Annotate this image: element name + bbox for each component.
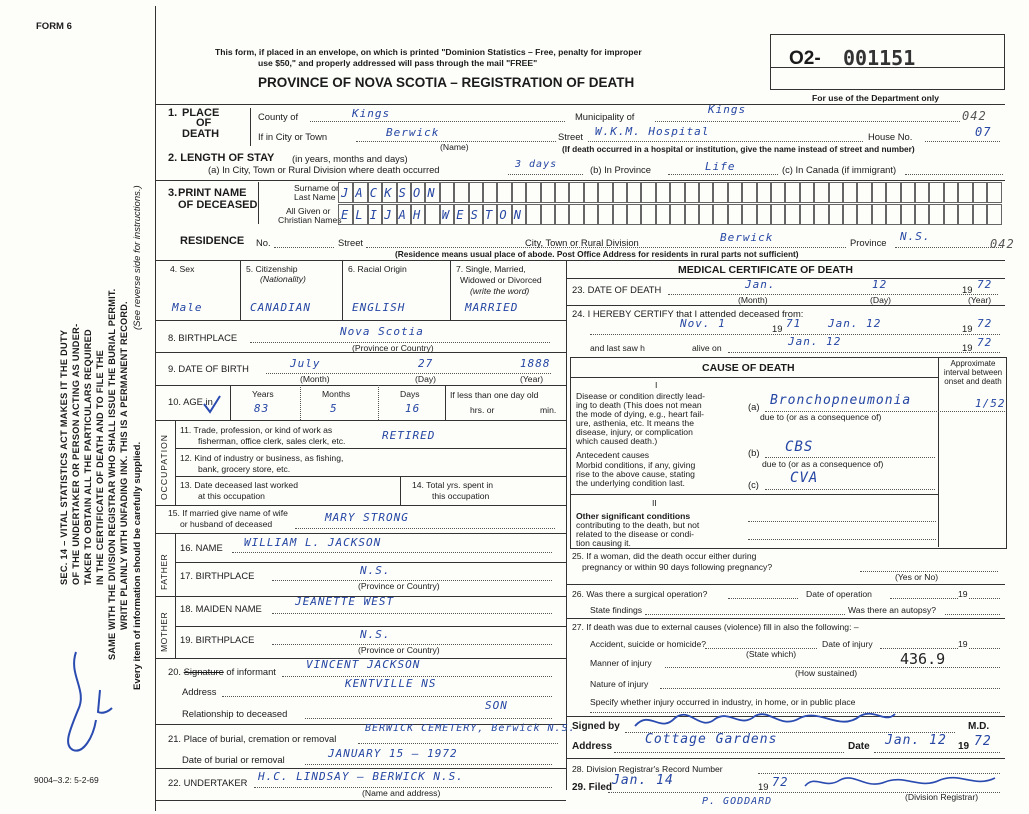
hrs-label: hrs. or xyxy=(470,405,495,415)
accident-label: Accident, suicide or homicide? xyxy=(590,639,707,649)
name-label-2: OF DECEASED xyxy=(178,199,258,211)
address-label: Address xyxy=(572,741,613,752)
given-letter: A xyxy=(398,208,407,222)
page-title: PROVINCE OF NOVA SCOTIA – REGISTRATION OF DEATH xyxy=(258,75,635,90)
place-label-3: DEATH xyxy=(182,128,220,140)
dob-year: 1888 xyxy=(520,357,551,370)
stay-suffix: (in years, months and days) xyxy=(292,153,408,164)
physician-address: Cottage Gardens xyxy=(645,732,778,747)
record-number-label: 28. Division Registrar's Record Number xyxy=(572,764,723,774)
burial-date-value: JANUARY 15 – 1972 xyxy=(328,747,458,760)
side-line-2: OF THE UNDERTAKER OR PERSON ACTING AS UNDER- xyxy=(71,323,81,585)
street-value: W.K.M. Hospital xyxy=(595,125,710,138)
racial-value: ENGLISH xyxy=(352,301,406,314)
occ-13-label-2: at this occupation xyxy=(198,491,265,501)
name-letter-cell xyxy=(986,204,1002,225)
given-letter: S xyxy=(470,208,479,222)
last-seen-year-prefix: 19 xyxy=(962,342,973,353)
attend-from-year-prefix: 19 xyxy=(772,323,783,334)
death-year: 72 xyxy=(977,278,993,291)
informant-struck-word: Signature xyxy=(183,666,224,677)
stay-a-label: (a) In City, Town or Rural Division where death occurred xyxy=(208,164,440,175)
occ-11-label-2: fisherman, office clerk, sales clerk, etc. xyxy=(198,436,346,446)
residence-code: 042 xyxy=(990,237,1015,251)
injury-date-label: Date of injury xyxy=(822,639,873,649)
due-to-label-1: due to (or as a consequence of) xyxy=(760,412,882,422)
marital-label-1: 7. Single, Married, xyxy=(456,264,526,274)
q27-label: 27. If death was due to external causes (violence) fill in also the following: – xyxy=(572,622,859,632)
attend-to-year-prefix: 19 xyxy=(962,323,973,334)
spouse-label-2: or husband of deceased xyxy=(180,519,273,529)
antecedent-3: rise to the above cause, stating xyxy=(576,469,695,479)
filed-date: Jan. 14 xyxy=(612,773,674,788)
reg-prefix: O2- xyxy=(789,48,821,69)
given-label-2: Christian Names xyxy=(278,215,342,225)
place-label-2: OF xyxy=(196,117,212,129)
months-value: 5 xyxy=(330,402,338,415)
informant-relationship: SON xyxy=(485,699,508,712)
mother-side-label: MOTHER xyxy=(159,611,169,652)
mother-bp-sublabel: (Province or Country) xyxy=(358,645,440,655)
state-findings-label: State findings xyxy=(590,605,643,615)
given-letter: I xyxy=(369,208,379,222)
q26-label: 26. Was there a surgical operation? xyxy=(572,589,708,599)
cert-year-prefix: 19 xyxy=(958,741,970,752)
registrar-signature xyxy=(800,770,1000,794)
cause-b-value: CBS xyxy=(785,439,814,455)
father-name-label: 16. NAME xyxy=(180,542,223,553)
md-label: M.D. xyxy=(968,721,990,732)
reg-number: 001151 xyxy=(843,46,916,70)
side-line-5: SAME WITH THE DIVISION REGISTRAR WHO SHALL ISSUE THE BURIAL PERMIT. xyxy=(107,288,117,660)
side-every-item: Every item of information should be carefully supplied. xyxy=(132,441,143,690)
disease-desc-2: ing to death (This does not mean xyxy=(576,400,702,410)
attend-to: Jan. 12 xyxy=(828,317,882,330)
state-which-sublabel: (State which) xyxy=(746,649,797,659)
attend-from: Nov. 1 xyxy=(680,317,726,330)
yes-no-sublabel: (Yes or No) xyxy=(895,572,939,582)
occ-14-label-1: 14. Total yrs. spent in xyxy=(412,480,494,490)
residence-city: Berwick xyxy=(720,231,774,244)
name-letter-cell xyxy=(986,182,1002,203)
surname-label-2: Last Name xyxy=(294,192,336,202)
informant-address: KENTVILLE NS xyxy=(345,677,437,690)
antecedent-4: the underlying condition last. xyxy=(576,478,685,488)
sex-value: Male xyxy=(172,301,203,314)
given-letter: E xyxy=(456,208,465,222)
mother-maiden-value: JEANETTE WEST xyxy=(295,595,395,608)
cause-c-label: (c) xyxy=(748,479,759,490)
where-label: Specify whether injury occurred in industry, in home, or in public place xyxy=(590,697,856,707)
father-bp-sublabel: (Province or Country) xyxy=(358,581,440,591)
filed-year-prefix: 19 xyxy=(758,781,769,792)
division-registrar-sublabel: (Division Registrar) xyxy=(905,792,979,802)
surname-label-1: Surname or xyxy=(294,183,339,193)
marital-label-2: Widowed or Divorced xyxy=(460,275,542,285)
notice-line-1: This form, if placed in an envelope, on which is printed "Dominion Statistics – Free, penalty for improper xyxy=(215,47,642,57)
death-year-prefix: 19 xyxy=(962,284,973,295)
form-label: FORM 6 xyxy=(36,21,72,32)
residence-prov: N.S. xyxy=(900,230,931,243)
filed-year: 72 xyxy=(772,775,789,789)
icd-code: 436.9 xyxy=(900,650,946,668)
operation-date-label: Date of operation xyxy=(806,589,872,599)
spouse-value: MARY STRONG xyxy=(325,511,409,524)
age-label: 10. AGE in xyxy=(168,396,213,407)
date-label: Date xyxy=(848,741,870,752)
informant-name: VINCENT JACKSON xyxy=(306,658,421,671)
form-code: 9004–3.2: 5-2-69 xyxy=(34,775,99,785)
father-birthplace-label: 17. BIRTHPLACE xyxy=(180,570,255,581)
stay-b-value: Life xyxy=(705,160,736,173)
birthplace-label: 8. BIRTHPLACE xyxy=(168,332,238,343)
months-label: Months xyxy=(322,389,351,399)
informant-label xyxy=(168,667,276,676)
side-line-3: TAKER TO OBTAIN ALL THE PARTICULARS REQUIRED xyxy=(83,329,93,585)
dob-day: 27 xyxy=(418,357,434,370)
cause-c-value: CVA xyxy=(790,470,819,486)
city-value: Berwick xyxy=(386,126,440,139)
name-num: 3. xyxy=(168,187,178,199)
q25-line-2: pregnancy or within 90 days following pregnancy? xyxy=(582,562,773,572)
days-value: 16 xyxy=(405,402,421,415)
occ-13-label-1: 13. Date deceased last worked xyxy=(180,480,298,490)
occ-11-label-1: 11. Trade, profession, or kind of work as xyxy=(180,425,333,435)
citizenship-value: CANADIAN xyxy=(250,301,311,314)
attend-from-year: 71 xyxy=(786,317,802,330)
place-num: 1. xyxy=(168,107,178,119)
antecedent-1: Antecedent causes xyxy=(576,450,650,460)
residence-label: RESIDENCE xyxy=(180,235,245,247)
disease-desc-4: ure, asthenia, etc. It means the xyxy=(576,418,694,428)
other-conditions-2: contributing to the death, but not xyxy=(576,520,700,530)
cause-a-value: Bronchopneumonia xyxy=(770,393,912,408)
given-letter: L xyxy=(355,208,364,222)
surname-letter: J xyxy=(341,186,350,200)
dob-month: July xyxy=(290,357,321,370)
check-mark xyxy=(202,394,222,416)
sex-label: 4. Sex xyxy=(170,264,195,274)
occ-14-label-2: this occupation xyxy=(432,491,490,501)
given-letter: H xyxy=(413,208,422,222)
municipality-code: 042 xyxy=(962,109,987,123)
street-label: Street xyxy=(558,131,584,142)
burial-place-value: BERWICK CEMETERY, Berwick N.S. xyxy=(365,723,576,734)
house-label: House No. xyxy=(868,131,913,142)
how-sustained-sublabel: (How sustained) xyxy=(795,668,858,678)
occ-12-label-1: 12. Kind of industry or business, as fishing, xyxy=(180,453,344,463)
antecedent-2: Morbid conditions, if any, giving xyxy=(576,460,696,470)
mother-birthplace-label: 19. BIRTHPLACE xyxy=(180,634,255,645)
cause-a-interval: 1/52 xyxy=(975,397,1006,410)
given-letter: T xyxy=(485,208,494,222)
name-label-1: PRINT NAME xyxy=(178,187,247,199)
given-letter: N xyxy=(513,208,523,222)
marital-label-3: (write the word) xyxy=(470,286,530,296)
cert-date: Jan. 12 xyxy=(885,733,947,748)
interval-header: Approximate interval between onset and death xyxy=(943,359,1003,386)
years-value: 83 xyxy=(254,402,270,415)
dob-day-sublabel: (Day) xyxy=(415,374,437,384)
notice-line-2: use $50," and properly addressed will pass through the mail "FREE" xyxy=(258,58,538,68)
surname-letter: A xyxy=(355,186,364,200)
last-seen-label: and last saw h xyxy=(590,343,645,353)
burial-place-label: 21. Place of burial, cremation or removal xyxy=(168,733,337,744)
cause-header: CAUSE OF DEATH xyxy=(702,362,795,374)
undertaker-value: H.C. LINDSAY – BERWICK N.S. xyxy=(258,770,464,783)
residence-street-label: Street xyxy=(338,237,364,248)
other-conditions-3: related to the disease or condi- xyxy=(576,529,694,539)
cause-part-2: II xyxy=(652,498,657,508)
disease-desc-3: the mode of dying, e.g., heart fail- xyxy=(576,409,705,419)
given-letter: J xyxy=(384,208,393,222)
mother-maiden-label: 18. MAIDEN NAME xyxy=(180,603,262,614)
informant-relationship-label: Relationship to deceased xyxy=(182,708,288,719)
racial-label: 6. Racial Origin xyxy=(348,264,407,274)
marital-value: MARRIED xyxy=(465,301,519,314)
undertaker-sublabel: (Name and address) xyxy=(362,788,441,798)
burial-date-label: Date of burial or removal xyxy=(182,754,285,765)
side-reverse-note: (See reverse side for instructions.) xyxy=(132,185,143,330)
municipality-value: Kings xyxy=(708,103,747,116)
dob-month-sublabel: (Month) xyxy=(300,374,330,384)
autopsy-label: Was there an autopsy? xyxy=(848,605,937,615)
house-value: 07 xyxy=(975,125,992,139)
last-seen-date: Jan. 12 xyxy=(788,335,842,348)
cause-a-label: (a) xyxy=(748,401,760,412)
undertaker-label: 22. UNDERTAKER xyxy=(168,777,248,788)
side-line-1: SEC. 14 – VITAL STATISTICS ACT MAKES IT THE DUTY xyxy=(59,329,69,585)
county-label: County of xyxy=(258,111,299,122)
given-label-1: All Given or xyxy=(286,206,331,216)
min-label: min. xyxy=(540,405,557,415)
operation-year-prefix: 19 xyxy=(958,589,968,599)
father-name-value: WILLIAM L. JACKSON xyxy=(244,536,382,549)
injury-year-prefix: 19 xyxy=(958,639,968,649)
mother-birthplace-value: N.S. xyxy=(360,628,391,641)
occupation-side-label: OCCUPATION xyxy=(159,433,169,500)
surname-letter: S xyxy=(398,186,407,200)
county-value: Kings xyxy=(352,107,391,120)
other-conditions-1: Other significant conditions xyxy=(576,511,691,521)
medical-header: MEDICAL CERTIFICATE OF DEATH xyxy=(678,264,853,276)
death-year-sublabel: (Year) xyxy=(968,295,992,305)
signed-by-label: Signed by xyxy=(572,721,620,732)
residence-city-label: City, Town or Rural Division xyxy=(525,237,639,248)
registration-number-box xyxy=(770,34,1005,90)
spouse-label-1: 15. If married give name of wife xyxy=(168,508,288,518)
occ-12-label-2: bank, grocery store, etc. xyxy=(198,464,291,474)
stay-b-label: (b) In Province xyxy=(590,164,651,175)
death-day: 12 xyxy=(872,278,888,291)
manner-label: Manner of injury xyxy=(590,658,652,668)
attend-to-year: 72 xyxy=(977,317,993,330)
stay-a-value: 3 days xyxy=(515,159,558,170)
q25-line-1: 25. If a woman, did the death occur either during xyxy=(572,551,757,561)
cause-b-label: (b) xyxy=(748,447,760,458)
surname-letter: C xyxy=(369,186,379,200)
citizenship-sublabel: (Nationality) xyxy=(260,274,306,284)
residence-no-label: No. xyxy=(256,237,271,248)
given-letter: W xyxy=(441,208,451,222)
birthplace-value: Nova Scotia xyxy=(340,325,424,338)
informant-label-rest: of informant xyxy=(226,666,276,677)
nature-label: Nature of injury xyxy=(590,679,649,689)
cause-part-1: I xyxy=(655,380,658,390)
informant-address-label: Address xyxy=(182,686,217,697)
given-letter: O xyxy=(499,208,508,222)
stay-label: 2. LENGTH OF STAY xyxy=(168,152,275,164)
side-line-4: IN THE CERTIFICATE OF DEATH AND TO FILE THE xyxy=(95,349,105,585)
under-day-label: If less than one day old xyxy=(450,390,539,400)
death-date-label: 23. DATE OF DEATH xyxy=(572,284,662,295)
cert-year: 72 xyxy=(974,734,992,749)
due-to-label-2: due to (or as a consequence of) xyxy=(762,459,884,469)
last-seen-year: 72 xyxy=(977,336,993,349)
father-side-label: FATHER xyxy=(159,553,169,590)
surname-letter: K xyxy=(384,186,393,200)
disease-desc-5: disease, injury, or complication xyxy=(576,427,693,437)
years-label: Years xyxy=(252,389,274,399)
death-day-sublabel: (Day) xyxy=(870,295,892,305)
dob-label: 9. DATE OF BIRTH xyxy=(168,363,249,374)
father-birthplace-value: N.S. xyxy=(360,564,391,577)
disease-desc-1: Disease or condition directly lead- xyxy=(576,391,705,401)
stay-c-label: (c) In Canada (if immigrant) xyxy=(782,164,897,175)
filed-label: 29. Filed xyxy=(572,782,613,793)
side-signature-mark xyxy=(58,650,128,760)
dept-use-note: For use of the Department only xyxy=(812,93,940,103)
surname-letter: O xyxy=(413,186,422,200)
death-month: Jan. xyxy=(745,278,776,291)
death-month-sublabel: (Month) xyxy=(738,295,768,305)
days-label: Days xyxy=(400,389,420,399)
residence-prov-label: Province xyxy=(850,237,887,248)
residence-note: (Residence means usual place of abode. Post Office Address for residents in rural parts not sufficient) xyxy=(395,249,799,259)
birthplace-sublabel: (Province or Country) xyxy=(352,343,434,353)
municipality-label: Municipality of xyxy=(575,111,635,122)
occ-11-value: RETIRED xyxy=(382,429,436,442)
registrar-printed-name: P. GODDARD xyxy=(702,796,773,807)
informant-num: 20. xyxy=(168,666,182,677)
given-letter: E xyxy=(341,208,350,222)
surname-letter: N xyxy=(427,186,436,200)
form-left-border xyxy=(155,6,156,811)
other-conditions-4: tion causing it. xyxy=(576,538,631,548)
side-line-6: WRITE PLAINLY WITH UNFADING INK. THIS IS A PERMANENT RECORD. xyxy=(119,301,129,630)
city-name-sublabel: (Name) xyxy=(440,142,469,152)
disease-desc-6: which caused death.) xyxy=(576,436,658,446)
attend-label: 24. I HEREBY CERTIFY that I attended deceased from: xyxy=(572,308,804,319)
last-seen-label-2: alive on xyxy=(692,343,722,353)
hospital-note: (If death occurred in a hospital or institution, give the name instead of street and number) xyxy=(562,144,915,154)
citizenship-label: 5. Citizenship xyxy=(246,264,298,274)
city-label: If in City or Town xyxy=(258,131,328,142)
place-label-1: PLACE xyxy=(182,107,220,119)
dob-year-sublabel: (Year) xyxy=(520,374,544,384)
